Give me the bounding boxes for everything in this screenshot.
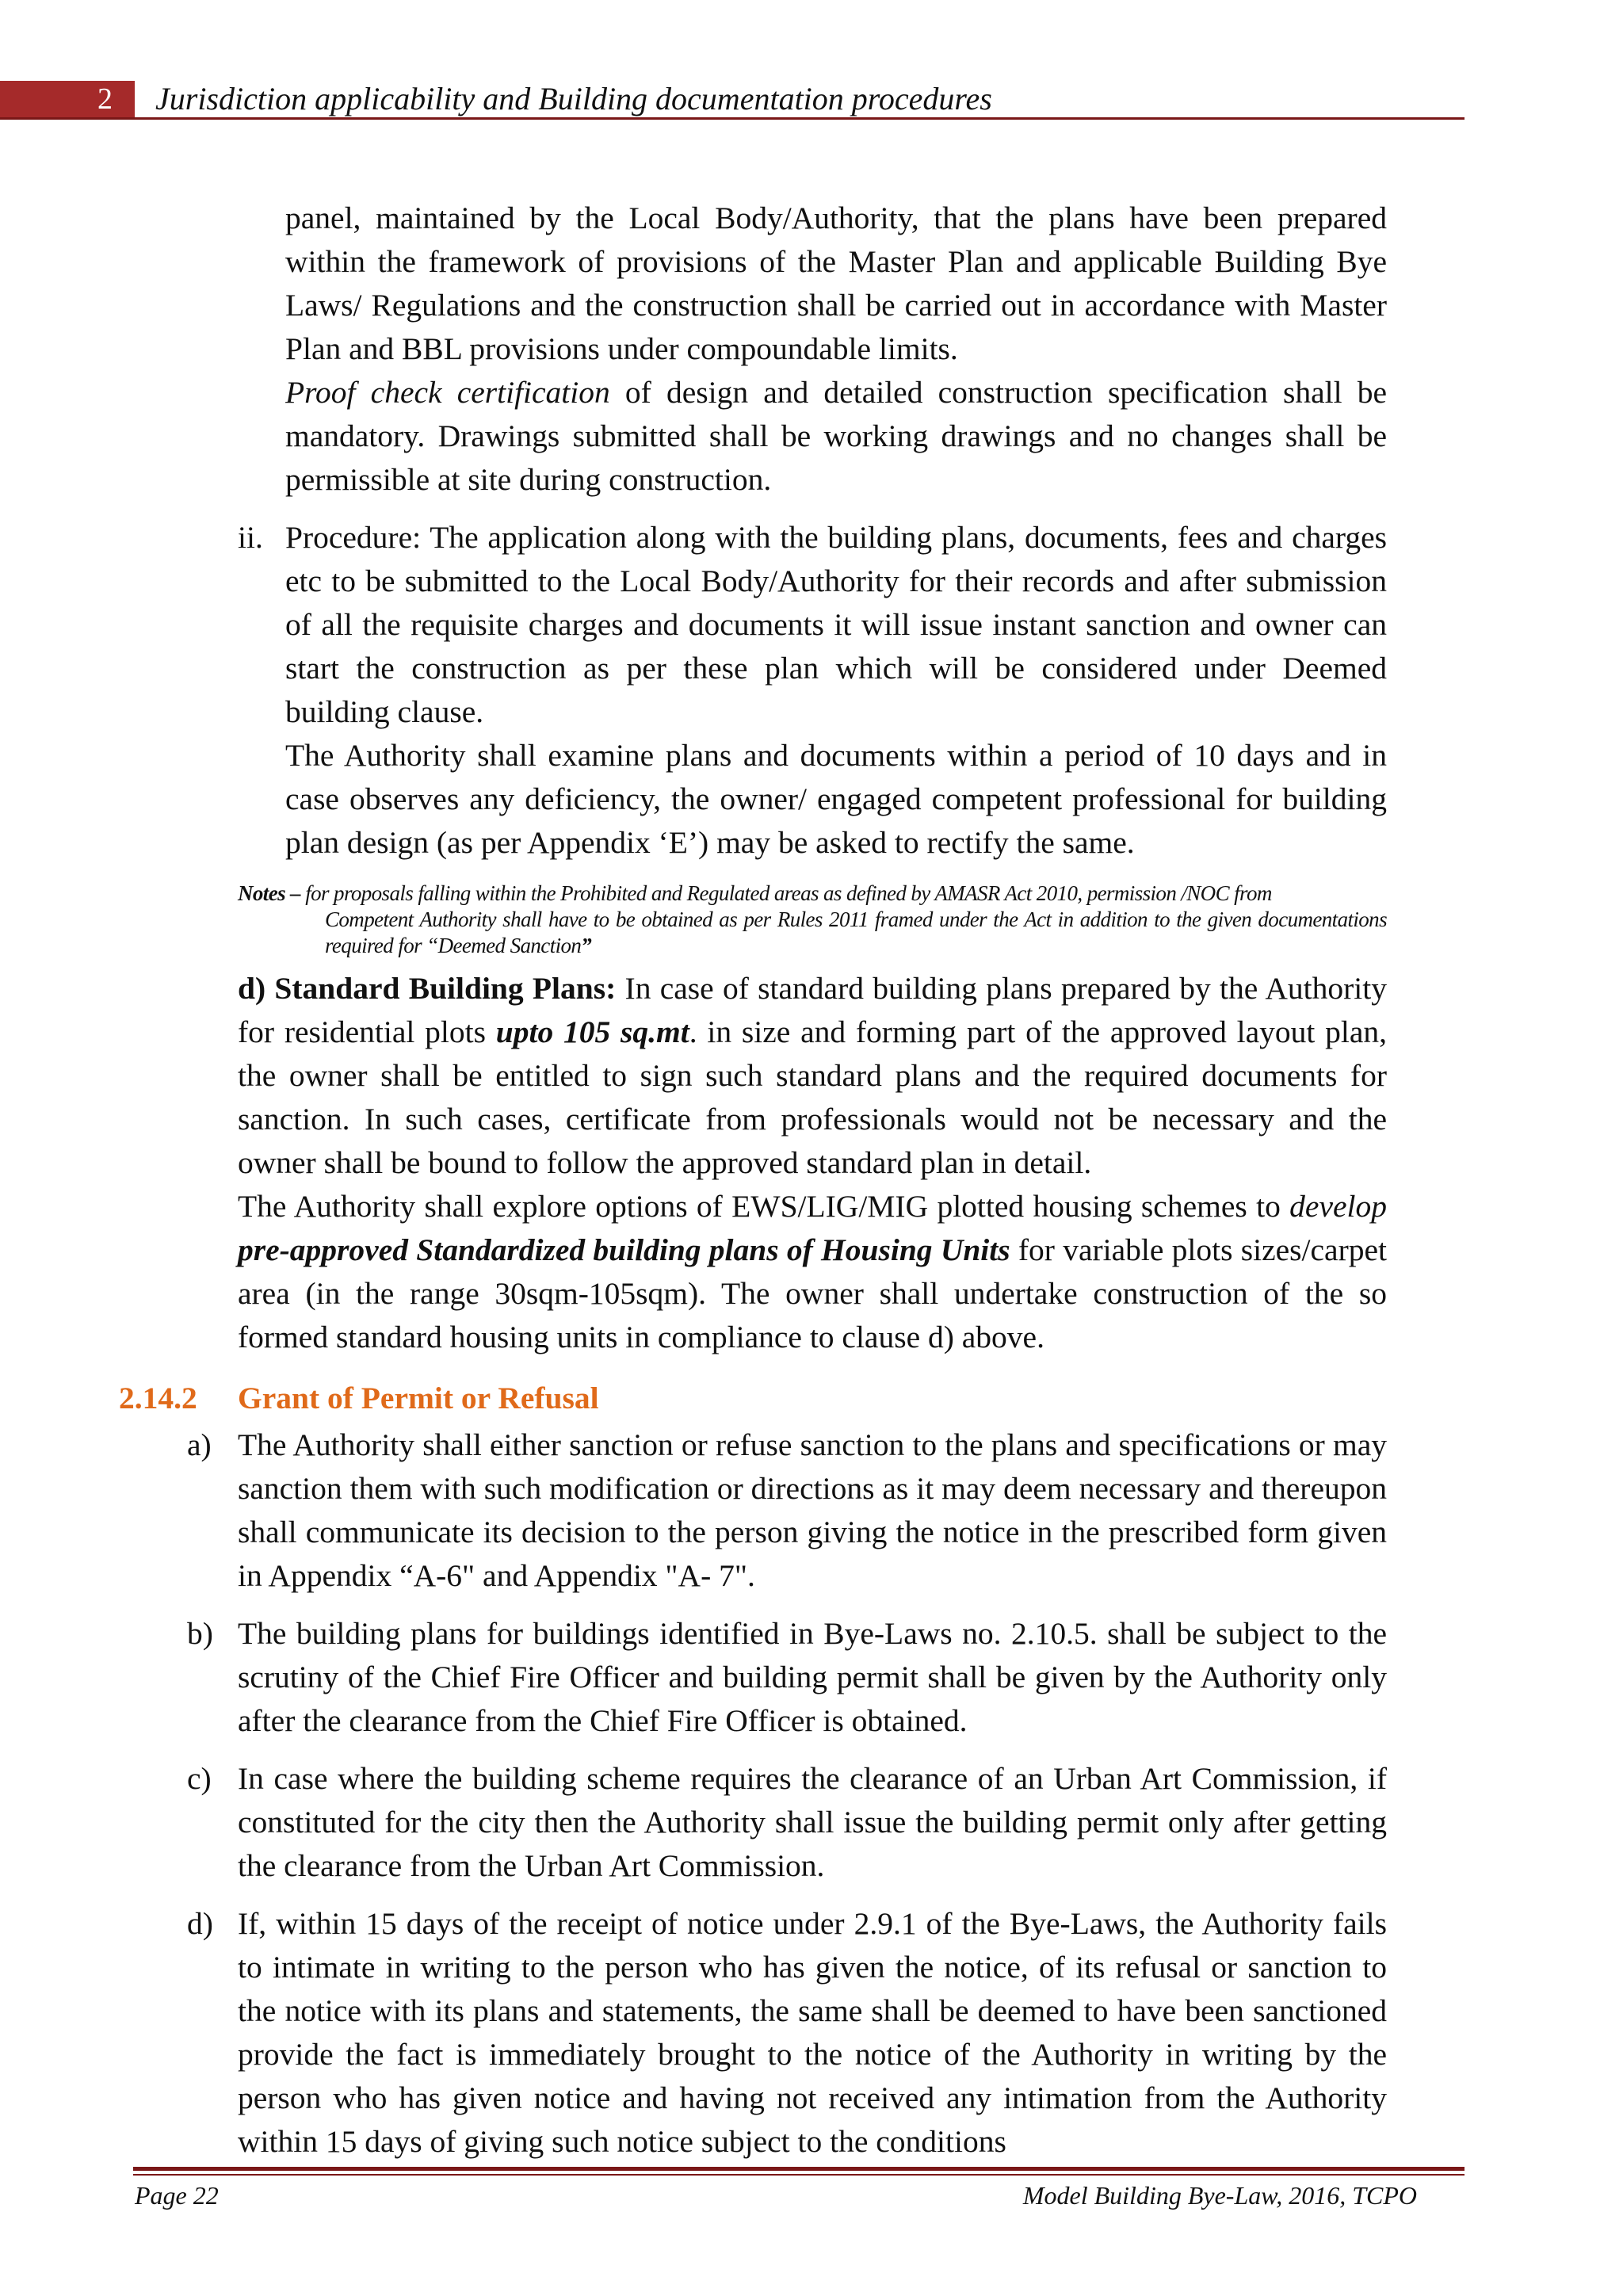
list-item-text: In case where the building scheme requires the clearance of an Urban Art Commission, if constituted for the city then the Authority shall issue the building permit only after getting the clearance from the Urban Art Commission. xyxy=(238,1761,1387,1883)
standard-plans-text-2: . in size and forming part of the approved layout plan, the owner shall be entitled to sign such standard plans and the required documents for sanction. In such cases, certificate from professionals would not be necessary and the owner shall be bound to follow the approved standard plan in detail. xyxy=(238,1014,1388,1180)
list-label: b) xyxy=(187,1616,213,1651)
standard-plans-text-1: In case of standard building plans prepared by the Authority for residential plots xyxy=(238,971,1387,1049)
footer-document-title: Model Building Bye-Law, 2016, TCPO xyxy=(1022,2181,1417,2210)
list-item-d xyxy=(119,1902,1387,2164)
chapter-title: Jurisdiction applicability and Building documentation procedures xyxy=(155,81,992,117)
section-title: Grant of Permit or Refusal xyxy=(238,1381,599,1415)
list-label: d) xyxy=(187,1906,213,1941)
list-label: ii. xyxy=(238,520,263,555)
notes-label: Notes – xyxy=(238,881,301,905)
paragraph-panel: panel, maintained by the Local Body/Authority, that the plans have been prepared within the framework of provisions of the Master Plan and applicable Building Bye Laws/ Regulations and the construction shall be carried out in accordance with Master Plan and BBL provisions under compoundable limits. xyxy=(285,201,1387,366)
develop-word: develop xyxy=(1289,1189,1387,1224)
standard-building-plans xyxy=(119,967,1387,1359)
notes-line-1: for proposals falling within the Prohibited and Regulated areas as defined by AMASR Act 2010, permission /NOC from xyxy=(300,881,1272,905)
proof-check-text: of design and detailed construction specification shall be mandatory. Drawings submitted shall be working drawings and no changes shall be permissible at site during construction. xyxy=(285,375,1388,497)
notes-end-quote: ” xyxy=(581,934,592,957)
section-heading xyxy=(119,1377,1387,1420)
standard-plans-paragraph xyxy=(238,967,1387,1185)
procedure-text: Procedure: The application along with the building plans, documents, fees and charges etc to be submitted to the Local Body/Authority for their records and after submission of all the requisite charges and documents it will issue instant sanction and owner can start the construction as per these plan which will be considered under Deemed building clause. xyxy=(285,520,1387,729)
list-label: a) xyxy=(187,1427,212,1462)
explore-text-2: for variable plots sizes/carpet area (in the range 30sqm-105sqm). The owner shall undertake construction of the so formed standard housing units in compliance to clause d) above. xyxy=(238,1232,1387,1354)
standard-plans-heading: d) Standard Building Plans: xyxy=(238,971,617,1006)
list-item-text: The building plans for buildings identified in Bye-Laws no. 2.10.5. shall be subject to the scrutiny of the Chief Fire Officer and building permit shall be given by the Authority only after the clearance from the Chief Fire Officer is obtained. xyxy=(238,1616,1387,1738)
list-item-ii xyxy=(119,516,1387,865)
upto-105-emphasis: upto 105 sq.mt xyxy=(495,1014,689,1049)
notes-line-2: Competent Authority shall have to be obtained as per Rules 2011 framed under the Act in addition to the given documentations required for “Deemed Sanction xyxy=(325,907,1387,957)
proof-check-term: Proof check certification xyxy=(285,375,610,410)
footer-page-label: Page 22 xyxy=(135,2181,219,2210)
paragraph-proof-check xyxy=(119,371,1387,502)
explore-options-paragraph xyxy=(238,1185,1387,1359)
pre-approved-emphasis: pre-approved Standardized building plans of Housing Units xyxy=(238,1232,1010,1267)
list-label: c) xyxy=(187,1761,212,1796)
chapter-number-badge xyxy=(0,81,135,117)
footer-rule-thin xyxy=(133,2174,1465,2176)
list-item-text: If, within 15 days of the receipt of notice under 2.9.1 of the Bye-Laws, the Authority fails to intimate in writing to the person who has given the notice, of its refusal or sanction to the notice with its plans and statements, the same shall be deemed to have been sanctioned provide the fact is immediately brought to the notice of the Authority in writing by the person who has given notice and having not received any intimation from the Authority within 15 days of giving such notice subject to the conditions xyxy=(238,1906,1387,2159)
section-number: 2.14.2 xyxy=(119,1381,197,1415)
list-item-b xyxy=(119,1612,1387,1743)
notes-continuation xyxy=(238,907,1387,959)
footer-rule-thick xyxy=(133,2167,1465,2171)
chapter-number: 2 xyxy=(97,82,113,116)
page-body xyxy=(119,197,1387,2164)
list-item-a xyxy=(119,1423,1387,1598)
list-item-text: The Authority shall either sanction or refuse sanction to the plans and specifications or may sanction them with such modification or directions as it may deem necessary and thereupon shall communicate its decision to the person giving the notice in the prescribed form given in Appendix “A-6" and Appendix "A- 7". xyxy=(238,1427,1387,1593)
explore-text-1: The Authority shall explore options of EWS/LIG/MIG plotted housing schemes to xyxy=(238,1189,1290,1224)
list-item-c xyxy=(119,1757,1387,1888)
notes-block xyxy=(119,881,1387,959)
authority-examine-text: The Authority shall examine plans and documents within a period of 10 days and in case observes any deficiency, the owner/ engaged competent professional for building plan design (as per Appendix ‘E’) may be asked to rectify the same. xyxy=(285,738,1387,860)
